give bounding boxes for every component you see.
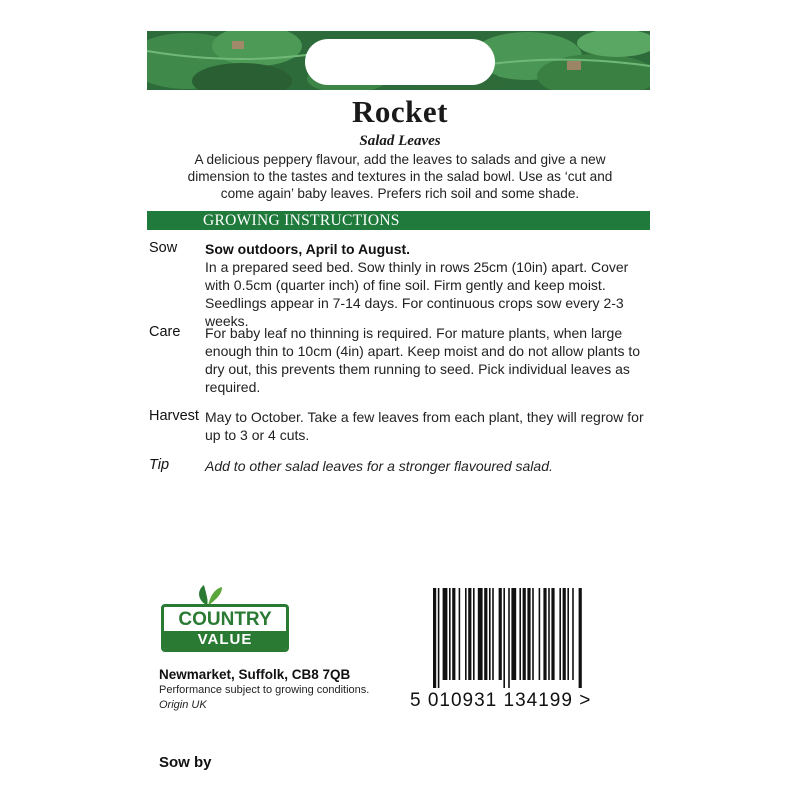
barcode-bar [539, 588, 541, 680]
barcode-bar [473, 588, 475, 680]
company-address: Newmarket, Suffolk, CB8 7QB [159, 667, 351, 682]
barcode-bar [449, 588, 451, 680]
barcode-bar [452, 588, 455, 680]
sow-heading: Sow outdoors, April to August. [205, 241, 411, 257]
barcode-bar [523, 588, 526, 680]
barcode-bar [532, 588, 534, 680]
barcode-bar [567, 588, 569, 680]
barcode-bar [443, 588, 448, 680]
harvest-text: May to October. Take a few leaves from each plant, they will regrow for up to 3 or 4 cuts. [205, 409, 644, 443]
barcode-bar [438, 588, 440, 688]
product-subtitle: Salad Leaves [359, 133, 441, 149]
origin-note: Origin UK [159, 699, 207, 711]
harvest-label: Harvest [149, 408, 199, 424]
barcode-bar [559, 588, 561, 680]
brand-line1: COUNTRY [178, 609, 272, 630]
barcode-bar [563, 588, 566, 680]
care-text: For baby leaf no thinning is required. For mature plants, when large enough thin to 10cm (4in) apart. Keep moist and do not allow plants to dry out, this prevents them running to seed. Pick individual leaves as required. [205, 325, 641, 395]
barcode-bar [511, 588, 516, 680]
barcode-digits: 5 010931 134199 > [410, 690, 592, 711]
barcode-bar [572, 588, 574, 680]
barcode-bar [499, 588, 502, 680]
performance-note: Performance subject to growing conditions. [159, 684, 370, 696]
tip-text: Add to other salad leaves for a stronger flavoured salad. [205, 458, 553, 474]
barcode-bar [468, 588, 471, 680]
barcode-bar [527, 588, 530, 680]
barcode [430, 588, 645, 688]
product-title: Rocket [352, 94, 448, 129]
tip-label: Tip [149, 457, 170, 473]
barcode-bar [543, 588, 546, 680]
header-leaf-photo [147, 31, 650, 90]
barcode-bar [465, 588, 467, 680]
section-title: GROWING INSTRUCTIONS [203, 212, 400, 229]
barcode-bar [484, 588, 487, 680]
product-description: A delicious peppery flavour, add the leaves to salads and give a new dimension to the tastes and textures in the salad bowl. Use as ‘cut and come again’ baby leaves. Prefers rich soil and some shade. [187, 152, 613, 201]
barcode-bar [579, 588, 582, 688]
care-label: Care [149, 324, 181, 340]
barcode-bar [459, 588, 461, 680]
barcode-bar [433, 588, 436, 688]
barcode-bar [551, 588, 554, 680]
brand-line2: VALUE [197, 631, 253, 648]
brand-logo [161, 604, 289, 652]
sow-instructions [205, 240, 650, 330]
barcode-bar [548, 588, 550, 680]
barcode-bar [519, 588, 521, 680]
barcode-bar [503, 588, 505, 688]
sow-by-label: Sow by [159, 754, 212, 771]
barcode-bar [508, 588, 510, 688]
barcode-bar [489, 588, 491, 680]
sow-text: In a prepared seed bed. Sow thinly in rows 25cm (10in) apart. Cover with 0.5cm (quarter inch) of fine soil. Firm gently and keep moist. Seedlings appear in 7-14 days. For continuous crops sow every 2-3 weeks. [205, 259, 629, 329]
barcode-bar [492, 588, 494, 680]
barcode-bar [478, 588, 483, 680]
sow-label: Sow [149, 240, 178, 256]
